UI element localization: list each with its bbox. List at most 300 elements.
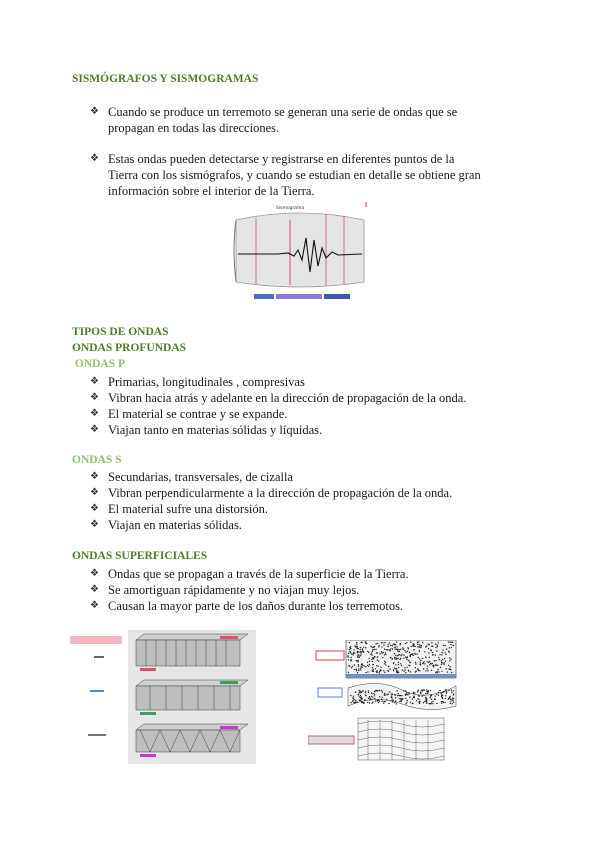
particle-dot [415,654,416,655]
particle-dot [356,646,357,647]
particle-dot [407,647,408,648]
particle-dot [436,671,437,672]
particle-dot [398,693,399,694]
particle-dot [374,649,375,650]
particle-dot [371,703,372,704]
particle-dot [381,642,382,643]
particle-dot [453,694,454,695]
particle-dot [442,698,443,699]
particle-dot [378,646,379,647]
particle-dot [408,692,409,693]
particle-dot [397,695,398,696]
particle-dot [423,662,424,663]
particle-dot [443,645,444,646]
particle-dot [435,647,436,648]
particle-dot [361,701,362,702]
particle-dot [421,645,422,646]
particle-dot [405,656,406,657]
particle-dot [429,661,430,662]
particle-dot [392,645,393,646]
particle-dot [377,690,378,691]
particle-dot [356,643,357,644]
particle-dot [421,690,422,691]
particle-dot [424,689,425,690]
particle-dot [360,669,361,670]
particle-dot [452,642,453,643]
particle-dot [357,702,358,703]
particle-dot [365,672,366,673]
particle-dot [375,700,376,701]
particle-dot [381,690,382,691]
particle-dot [441,692,442,693]
particle-dot [388,644,389,645]
particle-dot [352,654,353,655]
particle-dot [365,695,366,696]
particle-dot [427,691,428,692]
particle-dot [446,693,447,694]
particle-dot [435,696,436,697]
particle-dot [350,659,351,660]
particle-dot [442,652,443,653]
particle-dot [423,702,424,703]
particle-dot [450,659,451,660]
particle-dot [387,649,388,650]
particle-dot [360,647,361,648]
particle-dot [420,660,421,661]
particle-dot [369,702,370,703]
particle-dot [353,702,354,703]
particle-dot [400,649,401,650]
particle-dot [358,665,359,666]
particle-dot [396,670,397,671]
particle-dot [386,649,387,650]
particle-dot [396,646,397,647]
particle-dot [385,662,386,663]
particle-dot [429,697,430,698]
particle-dot [395,697,396,698]
particle-dot [426,645,427,646]
particle-dot [394,653,395,654]
particle-dot [441,696,442,697]
particle-dot [350,652,351,653]
particle-dot [377,659,378,660]
ondas-s-title: ONDAS S [72,454,122,466]
particle-dot [372,669,373,670]
particle-dot [390,648,391,649]
particle-dot [356,660,357,661]
particle-dot [388,693,389,694]
wave-types-blocks-figure [70,630,256,764]
particle-dot [378,666,379,667]
particle-dot [423,668,424,669]
particle-dot [379,696,380,697]
particle-dot [426,689,427,690]
particle-dot [373,658,374,659]
list-item: ❖ Cuando se produce un terremoto se generan una serie de ondas que se propagan en todas las direcciones. [90,105,458,135]
particle-dot [395,655,396,656]
particle-dot [389,691,390,692]
particle-dot [371,659,372,660]
particle-dot [393,700,394,701]
particle-dot [385,652,386,653]
particle-dot [350,660,351,661]
particle-dot [396,657,397,658]
particle-dot [450,644,451,645]
particle-dot [391,695,392,696]
particle-dot [390,650,391,651]
particle-dot [381,701,382,702]
particle-dot [377,656,378,657]
particle-dot [360,651,361,652]
bullet-diamond-icon: ❖ [90,376,99,387]
particle-dot [451,689,452,690]
particle-dot [419,670,420,671]
particle-dot [384,672,385,673]
particle-dot [417,642,418,643]
bullet-diamond-icon: ❖ [90,153,99,164]
particle-dot [381,651,382,652]
particle-dot [448,669,449,670]
list-item: ❖ El material sufre una distorsión. [90,502,269,516]
particle-dot [390,657,391,658]
particle-dot [350,648,351,649]
particle-dot [358,694,359,695]
particle-dot [425,670,426,671]
particle-dot [446,691,447,692]
particle-dot [450,669,451,670]
ondas-p-title: ONDAS P [72,358,126,370]
particle-dot [355,700,356,701]
particle-dot [359,696,360,697]
particle-dot [400,698,401,699]
particle-dot [393,663,394,664]
particle-dot [441,671,442,672]
particle-dot [432,701,433,702]
particle-dot [430,663,431,664]
particle-dot [450,666,451,667]
particle-dot [397,672,398,673]
particle-dot [442,695,443,696]
particle-dot [435,660,436,661]
particle-dot [348,672,349,673]
particle-dot [351,653,352,654]
particle-dot [383,645,384,646]
particle-dot [436,703,437,704]
particle-dot [451,647,452,648]
particle-dot [371,692,372,693]
particle-dot [353,652,354,653]
particle-dot [428,648,429,649]
particle-dot [396,641,397,642]
particle-dot [398,664,399,665]
particle-dot [414,692,415,693]
list-item: ❖ Viajan en materias sólidas. [90,518,242,532]
list-item: ❖ Estas ondas pueden detectarse y registrarse en diferentes puntos de la Tierra con los sismógrafos, y cuando se estudian en detalle se obtiene gran información sobre el interior de la Tierra. [90,152,481,198]
particle-dot [394,647,395,648]
particle-dot [368,698,369,699]
particle-dot [409,696,410,697]
particle-dot [405,672,406,673]
particle-dot [437,646,438,647]
particle-dot [438,692,439,693]
particle-dot [405,669,406,670]
particle-dot [449,696,450,697]
particle-dot [435,672,436,673]
particle-dot [387,646,388,647]
particle-dot [370,654,371,655]
section-title-sismografos: SISMÓGRAFOS Y SISMOGRAMAS [72,73,259,85]
particle-dot [405,698,406,699]
particle-dot [374,694,375,695]
particle-dot [376,672,377,673]
particle-dot [447,671,448,672]
particle-dot [451,692,452,693]
particle-dot [445,695,446,696]
particle-dot [441,654,442,655]
particle-dot [415,667,416,668]
particle-dot [360,653,361,654]
particle-dot [354,669,355,670]
particle-dot [445,654,446,655]
particle-dot [428,662,429,663]
particle-dot [449,647,450,648]
particle-dot [372,661,373,662]
particle-dot [374,646,375,647]
particle-dot [379,671,380,672]
particle-dot [414,697,415,698]
particle-dot [396,668,397,669]
particle-dot [448,665,449,666]
particle-dot [392,701,393,702]
particle-dot [443,691,444,692]
particle-dot [436,665,437,666]
particle-dot [450,701,451,702]
particle-dot [399,644,400,645]
particle-dot [385,654,386,655]
particle-dot [359,657,360,658]
particle-dot [439,654,440,655]
particle-dot [400,663,401,664]
particle-dot [373,671,374,672]
particle-dot [401,695,402,696]
particle-dot [403,658,404,659]
particle-dot [432,646,433,647]
particle-dot [408,670,409,671]
particle-dot [352,697,353,698]
particle-dot [409,652,410,653]
particle-dot [427,670,428,671]
particle-dot [452,703,453,704]
particle-dot [403,671,404,672]
particle-dot [378,661,379,662]
particle-dot [394,644,395,645]
particle-dot [441,660,442,661]
particle-dot [398,667,399,668]
particle-dot [392,658,393,659]
particle-dot [441,701,442,702]
particle-dot [418,641,419,642]
particle-dot [444,702,445,703]
bullet-diamond-icon: ❖ [90,408,99,419]
particle-dot [394,667,395,668]
particle-dot [362,651,363,652]
particle-dot [368,692,369,693]
particle-dot [387,670,388,671]
particle-dot [426,668,427,669]
particle-dot [378,702,379,703]
particle-dot [425,646,426,647]
particle-dot [411,654,412,655]
particle-dot [388,703,389,704]
particle-dot [367,665,368,666]
particle-dot [404,667,405,668]
particle-dot [415,662,416,663]
particle-dot [396,690,397,691]
particle-dot [421,695,422,696]
particle-dot [358,668,359,669]
particle-dot [431,650,432,651]
particle-dot [441,703,442,704]
particle-dot [419,651,420,652]
particle-dot [435,643,436,644]
particle-dot [359,690,360,691]
particle-dot [437,669,438,670]
particle-dot [369,661,370,662]
particle-dot [425,657,426,658]
particle-dot [376,700,377,701]
particle-dot [377,643,378,644]
particle-dot [416,653,417,654]
particle-dot [356,642,357,643]
particle-dot [348,659,349,660]
particle-dot [453,698,454,699]
particle-dot [365,641,366,642]
particle-dot [395,649,396,650]
particle-dot [412,698,413,699]
particle-dot [374,695,375,696]
particle-dot [427,666,428,667]
particle-dot [422,689,423,690]
particle-dot [419,695,420,696]
particle-dot [420,661,421,662]
particle-dot [416,670,417,671]
particle-dot [446,668,447,669]
particle-dot [354,664,355,665]
particle-dot [390,645,391,646]
particle-dot [374,698,375,699]
particle-dot [442,650,443,651]
particle-dot [426,703,427,704]
particle-dot [418,689,419,690]
particle-dot [369,664,370,665]
particle-dot [371,655,372,656]
particle-dot [410,671,411,672]
particle-dot [394,694,395,695]
particle-dot [433,665,434,666]
particle-dot [384,649,385,650]
particle-dot [449,660,450,661]
list-item: ❖ Secundarias, transversales, de cizalla [90,470,293,484]
particle-dot [436,650,437,651]
particle-dot [413,693,414,694]
particle-dot [453,690,454,691]
particle-dot [372,667,373,668]
particle-dot [407,651,408,652]
particle-dot [409,661,410,662]
bullet-diamond-icon: ❖ [90,106,99,117]
particle-dot [372,649,373,650]
particle-dot [450,699,451,700]
particle-dot [419,658,420,659]
list-item: ❖ Viajan tanto en materias sólidas y líquidas. [90,423,323,437]
list-item: ❖ Causan la mayor parte de los daños durante los terremotos. [90,599,404,613]
particle-dot [352,666,353,667]
particle-dot [405,643,406,644]
list-item: ❖ Ondas que se propagan a través de la superficie de la Tierra. [90,567,409,581]
particle-dot [361,702,362,703]
particle-dot [405,690,406,691]
particle-dot [435,654,436,655]
particle-dot [407,667,408,668]
particle-dot [394,702,395,703]
particle-dot [357,672,358,673]
particle-dot [450,703,451,704]
list-item: ❖ Vibran perpendicularmente a la dirección de propagación de la onda. [90,486,453,500]
particle-dot [439,690,440,691]
particle-dot [359,700,360,701]
particle-dot [425,700,426,701]
particle-dot [413,692,414,693]
particle-dot [425,697,426,698]
particle-dot [429,703,430,704]
particle-dot [434,660,435,661]
particle-dot [356,669,357,670]
particle-dot [372,651,373,652]
bullet-diamond-icon: ❖ [90,424,99,435]
particle-dot [375,668,376,669]
particle-dot [422,658,423,659]
bullet-diamond-icon: ❖ [90,503,99,514]
bullet-diamond-icon: ❖ [90,600,99,611]
particle-dot [440,667,441,668]
particle-dot [432,652,433,653]
particle-dot [448,651,449,652]
particle-dot [439,659,440,660]
particle-dot [432,703,433,704]
particle-dot [384,701,385,702]
ondas-superficiales-title: ONDAS SUPERFICIALES [72,550,208,562]
particle-dot [415,663,416,664]
particle-dot [442,659,443,660]
particle-dot [412,653,413,654]
particle-dot [361,642,362,643]
particle-dot [364,665,365,666]
particle-dot [391,697,392,698]
particle-dot [389,642,390,643]
particle-dot [437,672,438,673]
particle-dot [361,663,362,664]
section-title-tipos: TIPOS DE ONDAS [72,326,169,338]
particle-dot [441,664,442,665]
particle-dot [357,661,358,662]
particle-dot [400,695,401,696]
particle-dot [414,646,415,647]
particle-dot [350,657,351,658]
particle-dot [417,691,418,692]
bullet-diamond-icon: ❖ [90,568,99,579]
particle-dot [350,702,351,703]
particle-dot [410,641,411,642]
